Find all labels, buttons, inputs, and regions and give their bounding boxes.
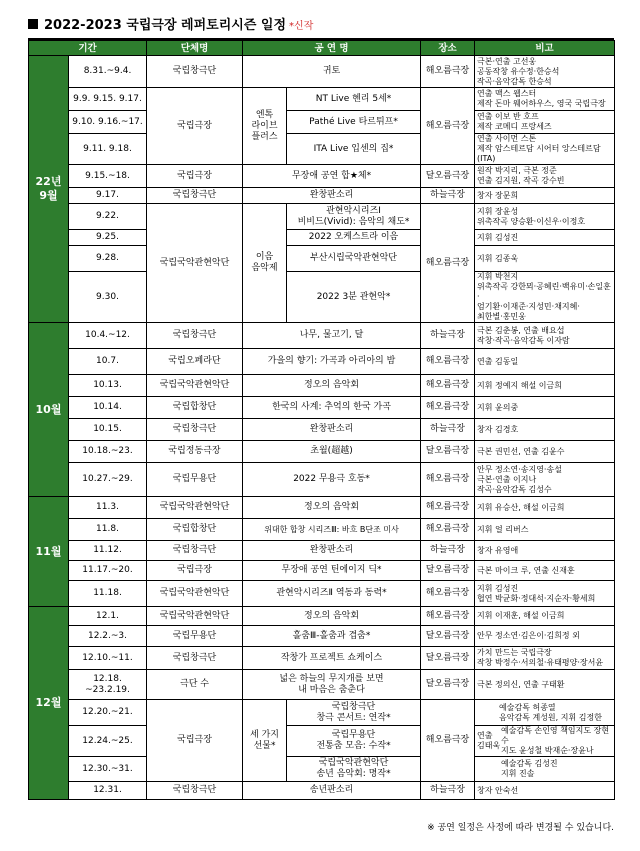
- note-text: 예술감독 손인영 책임지도 장현수 지도 윤성철 박재순·장윤나: [501, 726, 610, 755]
- group-cell: 국립창극단: [147, 647, 243, 670]
- venue-cell: 하늘극장: [421, 782, 475, 800]
- note-cell: 극본 정의신, 연출 구태환: [475, 670, 615, 700]
- note-cell: 안무 정소연·송지영·송설 극본·연출 이지나 작곡·음악감독 김성수: [475, 463, 615, 497]
- group-cell: 국립합창단: [147, 519, 243, 541]
- show-cell: 정오의 음악회: [243, 375, 421, 397]
- note-cell: 안무 정소연·김은이·김희정 외: [475, 626, 615, 647]
- show-cell: ITA Live 입센의 집*: [287, 134, 421, 165]
- table-row: [29, 519, 615, 541]
- venue-cell: 달오름극장: [421, 626, 475, 647]
- show-cell: 무장애 공연 틴에이지 딕*: [243, 561, 421, 581]
- table-row: [29, 463, 615, 497]
- table-row: [29, 246, 615, 272]
- note-cell: [475, 700, 615, 726]
- show-cell: 국립무용단 전통춤 모음: 수작*: [287, 726, 421, 757]
- table-row: [29, 230, 615, 246]
- table-row: [29, 561, 615, 581]
- show-cell: 관현악시리즈Ⅰ 비비드(Vivid): 음악의 채도*: [287, 204, 421, 230]
- footnote: ※ 공연 일정은 사정에 따라 변경될 수 있습니다.: [427, 823, 614, 833]
- note-cell: 극본 권민선, 연출 김윤수: [475, 441, 615, 463]
- header-group: 단체명: [147, 41, 243, 56]
- new-marker-legend: *신작: [289, 21, 314, 32]
- show-cell: NT Live 헨리 5세*: [287, 88, 421, 111]
- show-cell: Pathé Live 타르튀프*: [287, 111, 421, 134]
- table-row: [29, 626, 615, 647]
- venue-cell: 해오름극장: [421, 607, 475, 626]
- date-cell: 11.17.~20.: [69, 561, 147, 581]
- date-cell: 12.24.~25.: [69, 726, 147, 757]
- table-row: [29, 700, 615, 726]
- group-cell: 극단 수: [147, 670, 243, 700]
- date-cell: 9.22.: [69, 204, 147, 230]
- date-cell: 9.30.: [69, 272, 147, 323]
- date-cell: 11.18.: [69, 581, 147, 607]
- table-row: [29, 56, 615, 88]
- note-cell: 지휘 얼 리버스: [475, 519, 615, 541]
- note-cell: 지휘 김성진 협연 박균화·정대석·지순자·황세희: [475, 581, 615, 607]
- date-cell: 10.13.: [69, 375, 147, 397]
- show-cell: 완창판소리: [243, 188, 421, 204]
- note-cell: 지휘 유승산, 해설 이금희: [475, 497, 615, 519]
- series-cell: 세 가지 선물*: [243, 700, 287, 782]
- note-cell: 연출 김동일: [475, 349, 615, 375]
- venue-cell: 하늘극장: [421, 188, 475, 204]
- date-cell: 10.14.: [69, 397, 147, 419]
- note-cell: 연출 사이먼 스톤 제작 암스테르담 시어터 앙스테르담(ITA): [475, 134, 615, 165]
- group-cell: 국립국악관현악단: [147, 497, 243, 519]
- show-cell: 정오의 음악회: [243, 607, 421, 626]
- venue-cell: 달오름극장: [421, 647, 475, 670]
- table-row: [29, 647, 615, 670]
- note-director-label: 연출 김태욱: [477, 731, 501, 750]
- series-cell: 엔톡 라이브 플러스: [243, 88, 287, 165]
- header-show: 공 연 명: [243, 41, 421, 56]
- show-cell: 2022 무용극 호동*: [243, 463, 421, 497]
- table-row: [29, 541, 615, 561]
- venue-cell: 하늘극장: [421, 541, 475, 561]
- date-cell: 12.10.~11.: [69, 647, 147, 670]
- table-row: [29, 726, 615, 757]
- show-cell: 넓은 하늘의 무지개를 보면 내 마음은 춤춘다: [243, 670, 421, 700]
- date-cell: 10.15.: [69, 419, 147, 441]
- date-cell: 11.8.: [69, 519, 147, 541]
- venue-cell: 해오름극장: [421, 700, 475, 782]
- note-cell: 극본 김춘봉, 연출 배요섭 작창·작곡·음악감독 이자람: [475, 323, 615, 349]
- show-cell: 국립창극단 창극 콘서트: 연작*: [287, 700, 421, 726]
- note-cell: 창자 유영애: [475, 541, 615, 561]
- table-row: [29, 607, 615, 626]
- note-cell: [475, 726, 615, 757]
- note-text: 예술감독 허종열 음악감독 계성원, 지휘 김정한: [499, 702, 602, 722]
- note-cell: 극본·연출 고선웅 공동작창 유수정·한승석 작곡·음악감독 한승석: [475, 56, 615, 88]
- venue-cell: 달오름극장: [421, 165, 475, 188]
- date-cell: 9.11. 9.18.: [69, 134, 147, 165]
- group-cell: 국립극장: [147, 700, 243, 782]
- note-inner: [475, 700, 614, 725]
- note-cell: 연출 이보 반 호프 제작 코메디 프랑세즈: [475, 111, 615, 134]
- venue-cell: 해오름극장: [421, 397, 475, 419]
- show-cell: 2022 오케스트라 이음: [287, 230, 421, 246]
- group-cell: 국립창극단: [147, 782, 243, 800]
- date-cell: 9.28.: [69, 246, 147, 272]
- table-row: [29, 375, 615, 397]
- venue-cell: 하늘극장: [421, 419, 475, 441]
- group-cell: 국립정동극장: [147, 441, 243, 463]
- show-cell: 한국의 사계: 추억의 한국 가곡: [243, 397, 421, 419]
- venue-cell: 해오름극장: [421, 463, 475, 497]
- show-cell: 무장애 공연 합★체*: [243, 165, 421, 188]
- group-cell: 국립창극단: [147, 541, 243, 561]
- group-cell: 국립창극단: [147, 323, 243, 349]
- show-cell: 국립국악관현악단 송년 음악회: 명작*: [287, 757, 421, 782]
- note-cell: 예술감독 김성진 지휘 진솔: [475, 757, 615, 782]
- table-row: [29, 165, 615, 188]
- title-text: 2022-2023 국립극장 레퍼토리시즌 일정: [44, 18, 287, 33]
- show-cell: 완창판소리: [243, 541, 421, 561]
- group-cell: 국립창극단: [147, 419, 243, 441]
- venue-cell: 해오름극장: [421, 375, 475, 397]
- series-cell: 이음 음악제: [243, 204, 287, 323]
- table-row: [29, 188, 615, 204]
- group-cell: 국립무용단: [147, 626, 243, 647]
- month-sep: [29, 56, 69, 323]
- header-venue: 장소: [421, 41, 475, 56]
- show-cell: 작창가 프로젝트 쇼케이스: [243, 647, 421, 670]
- table-row: [29, 397, 615, 419]
- month-dec: [29, 607, 69, 800]
- group-cell: 국립극장: [147, 165, 243, 188]
- table-row: [29, 757, 615, 782]
- table-row: [29, 204, 615, 230]
- group-cell: 국립무용단: [147, 463, 243, 497]
- venue-cell: 해오름극장: [421, 204, 475, 323]
- table-row: [29, 670, 615, 700]
- month-nov: [29, 497, 69, 607]
- table-row: [29, 782, 615, 800]
- show-cell: 관현악시리즈Ⅱ 역동과 동력*: [243, 581, 421, 607]
- venue-cell: 해오름극장: [421, 88, 475, 165]
- date-cell: 12.1.: [69, 607, 147, 626]
- header-row: [29, 41, 615, 56]
- note-cell: 창자 김경호: [475, 419, 615, 441]
- table-row: [29, 323, 615, 349]
- table-row: [29, 581, 615, 607]
- venue-cell: 해오름극장: [421, 497, 475, 519]
- note-cell: 지휘 정예지 해설 이금희: [475, 375, 615, 397]
- header-period: 기간: [29, 41, 147, 56]
- group-cell: 국립국악관현악단: [147, 607, 243, 626]
- note-cell: 원작 박지리, 극본 정준 연출 김지원, 작곡 강수빈: [475, 165, 615, 188]
- show-cell: 부산시립국악관현악단: [287, 246, 421, 272]
- date-cell: 9.10. 9.16.~17.: [69, 111, 147, 134]
- note-cell: 지휘 박천지 위촉작곡 강한뫼·공혜린·백유미·손일훈· 엄기환·이재준·지성민·채지혜· 최한별·홍민웅: [475, 272, 615, 323]
- note-cell: 지휘 이재훈, 해설 이금희: [475, 607, 615, 626]
- show-cell: 나무, 물고기, 달: [243, 323, 421, 349]
- date-cell: 10.4.~12.: [69, 323, 147, 349]
- group-cell: 국립오페라단: [147, 349, 243, 375]
- page-title: [28, 14, 313, 33]
- show-cell: 완창판소리: [243, 419, 421, 441]
- venue-cell: 해오름극장: [421, 56, 475, 88]
- show-cell: 초월(超越): [243, 441, 421, 463]
- table-row: [29, 419, 615, 441]
- group-cell: 국립극장: [147, 88, 243, 165]
- show-cell: 2022 3분 관현악*: [287, 272, 421, 323]
- date-cell: 12.30.~31.: [69, 757, 147, 782]
- month-label: 12월: [35, 696, 62, 709]
- date-cell: 8.31.~9.4.: [69, 56, 147, 88]
- show-cell: 정오의 음악회: [243, 497, 421, 519]
- date-cell: 12.18. ~23.2.19.: [69, 670, 147, 700]
- month-label: 11월: [35, 544, 62, 558]
- group-cell: 국립창극단: [147, 56, 243, 88]
- date-cell: 10.18.~23.: [69, 441, 147, 463]
- show-cell: 귀토: [243, 56, 421, 88]
- schedule-table: [28, 40, 615, 800]
- venue-cell: 해오름극장: [421, 519, 475, 541]
- square-bullet-icon: [28, 19, 38, 29]
- date-cell: 12.20.~21.: [69, 700, 147, 726]
- note-cell: 극본 마이크 루, 연출 신재훈: [475, 561, 615, 581]
- month-label: 10월: [35, 402, 62, 416]
- table-row: [29, 272, 615, 323]
- group-cell: 국립국악관현악단: [147, 204, 243, 323]
- group-cell: 국립창극단: [147, 188, 243, 204]
- date-cell: 12.2.~3.: [69, 626, 147, 647]
- venue-cell: 달오름극장: [421, 561, 475, 581]
- date-cell: 11.3.: [69, 497, 147, 519]
- table-row: [29, 134, 615, 165]
- note-cell: 창자 안숙선: [475, 782, 615, 800]
- date-cell: 9.25.: [69, 230, 147, 246]
- date-cell: 9.17.: [69, 188, 147, 204]
- header-note: 비고: [475, 41, 615, 56]
- date-cell: 11.12.: [69, 541, 147, 561]
- group-cell: 국립국악관현악단: [147, 375, 243, 397]
- venue-cell: 하늘극장: [421, 323, 475, 349]
- note-cell: 가치 만드는 국립극장 작창 박정수·서의철·유태평양·장서윤: [475, 647, 615, 670]
- group-cell: 국립극장: [147, 561, 243, 581]
- month-oct: [29, 323, 69, 497]
- table-row: [29, 88, 615, 111]
- note-cell: 지휘 김성진: [475, 230, 615, 246]
- group-cell: 국립합창단: [147, 397, 243, 419]
- note-cell: 창자 장문희: [475, 188, 615, 204]
- date-cell: 10.7.: [69, 349, 147, 375]
- table-row: [29, 349, 615, 375]
- date-cell: 12.31.: [69, 782, 147, 800]
- show-cell: 위대한 합창 시리즈Ⅲ: 바흐 B단조 미사: [243, 519, 421, 541]
- group-cell: 국립국악관현악단: [147, 581, 243, 607]
- venue-cell: 달오름극장: [421, 441, 475, 463]
- month-label: 22년 9월: [35, 175, 62, 202]
- date-cell: 9.15.~18.: [69, 165, 147, 188]
- note-cell: 지휘 윤의중: [475, 397, 615, 419]
- venue-cell: 해오름극장: [421, 581, 475, 607]
- date-cell: 9.9. 9.15. 9.17.: [69, 88, 147, 111]
- date-cell: 10.27.~29.: [69, 463, 147, 497]
- show-cell: 홀춤Ⅲ-홀춤과 겹춤*: [243, 626, 421, 647]
- venue-cell: 달오름극장: [421, 670, 475, 700]
- table-row: [29, 497, 615, 519]
- venue-cell: 해오름극장: [421, 349, 475, 375]
- table-row: [29, 441, 615, 463]
- table-row: [29, 111, 615, 134]
- note-cell: 지휘 김종욱: [475, 246, 615, 272]
- note-cell: 지휘 장윤성 위촉작곡 양승환·이신우·이정호: [475, 204, 615, 230]
- note-cell: 연출 맥스 웹스터 제작 돈마 웨어하우스, 영국 국립극장: [475, 88, 615, 111]
- show-cell: 송년판소리: [243, 782, 421, 800]
- show-cell: 가을의 향기: 가곡과 아리아의 밤: [243, 349, 421, 375]
